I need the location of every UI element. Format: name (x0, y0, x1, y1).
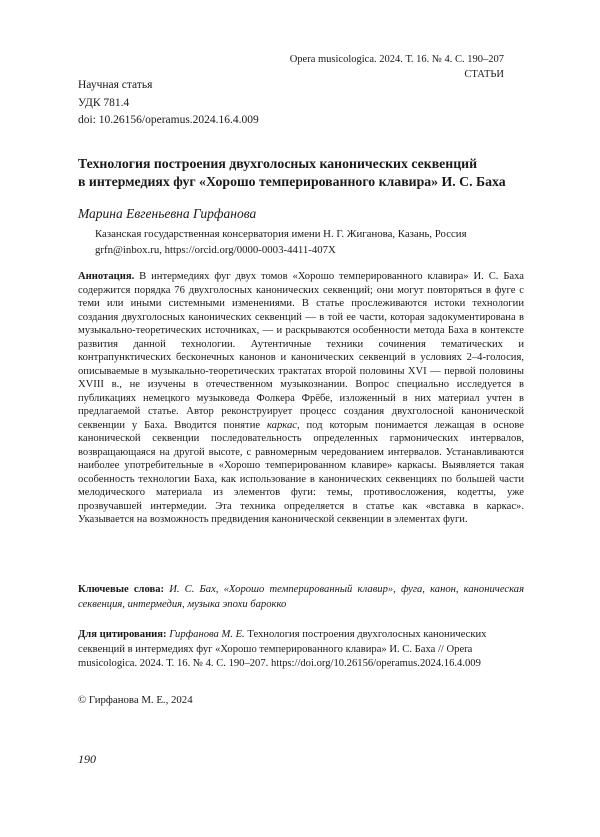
citation-label: Для цитирования: (78, 629, 167, 640)
keywords-text: И. С. Бах, «Хорошо темперированный клавир», фуга, канон, каноническая секвенция, интермедия, музыка эпохи барокко (78, 584, 524, 610)
title-line-2: в интермедиях фуг «Хорошо темперированного клавира» И. С. Баха (78, 173, 538, 191)
author-affiliation-block (95, 227, 467, 258)
affiliation: Казанская государственная консерватория имени Н. Г. Жиганова, Казань, Россия (95, 227, 467, 243)
keywords (78, 583, 524, 612)
section-label: СТАТЬИ (290, 67, 504, 82)
article-page (0, 0, 600, 837)
keywords-label: Ключевые слова: (78, 584, 164, 595)
abstract-text-1: В интермедиях фуг двух томов «Хорошо темперированного клавира» И. С. Баха содержится порядка 76 двухголосных канонических секвенций; они могут повторяться в фуге с теми или иными системными изменениями. В статье прослеживаются истоки технологии создания двухголосных канонических секвенций — в той ее части, которая задокументирована в музыкально-теоретических источниках, — и раскрываются особенности метода Баха в контексте развития данной технологии. Аутентичные техники сочинения тематических и контрапунктических бесконечных канонов и канонических секвенций в условиях 2–4-голосия, описываемые в музыкально-теоретических трактатах второй половины XVI — первой половины XVIII в., не изучены в отечественном музыкознании. Вопрос специально исследуется в публикациях немецкого музыковеда Фолкера Фрёбе, изложенный в них материал учтен в предлагаемой статье. Автор реконструирует процесс создания двухголосной канонической секвенции у Баха. Вводится понятие (78, 271, 524, 431)
journal-reference: Opera musicologica. 2024. Т. 16. № 4. С. 190–207 (290, 54, 504, 65)
copyright: © Гирфанова М. Е., 2024 (78, 694, 193, 706)
abstract-label: Аннотация. (78, 271, 134, 282)
article-type: Научная статья (78, 77, 259, 95)
citation (78, 628, 524, 672)
doi: doi: 10.26156/operamus.2024.16.4.009 (78, 112, 259, 130)
author-name: Марина Евгеньевна Гирфанова (78, 206, 256, 222)
abstract-italic-term: каркас (267, 420, 297, 431)
title-line-1: Технология построения двухголосных канонических секвенций (78, 155, 538, 173)
author-contacts: grfn@inbox.ru, https://orcid.org/0000-0003-4411-407X (95, 243, 467, 259)
citation-text: Технология построения двухголосных канонических секвенций в интермедиях фуг «Хорошо темперированного клавира» И. С. Баха // Opera musicologica. 2024. Т. 16. № 4. С. 190–207. https://doi.org/10.26156/operamus.2024.16.4.009 (78, 629, 486, 669)
abstract (78, 270, 524, 527)
running-head (290, 52, 504, 82)
citation-author: Гирфанова М. Е. (169, 629, 245, 640)
article-title (78, 155, 538, 191)
abstract-text-2: , под которым понимается лежащая в основе канонической секвенции последовательность определенных гармонических интервалов, возвращающаяся на другой высоте, с равномерным чередованием интервалов. Устанавливаются наиболее употребительные в «Хорошо темперированном клавире» каркасы. Выявляется такая особенность технологии Баха, как использование в канонических секвенциях по большей части мелодического материала из элементов фуги: темы, противосложения, кодетты, уже прозвучавшей интермедии. Эта техника определяется в статье как «вставка в каркас». Указывается на возможность предвидения канонической секвенции в элементах фуги. (78, 420, 524, 526)
page-number: 190 (78, 752, 96, 767)
article-meta (78, 77, 259, 130)
udc-code: УДК 781.4 (78, 95, 259, 113)
